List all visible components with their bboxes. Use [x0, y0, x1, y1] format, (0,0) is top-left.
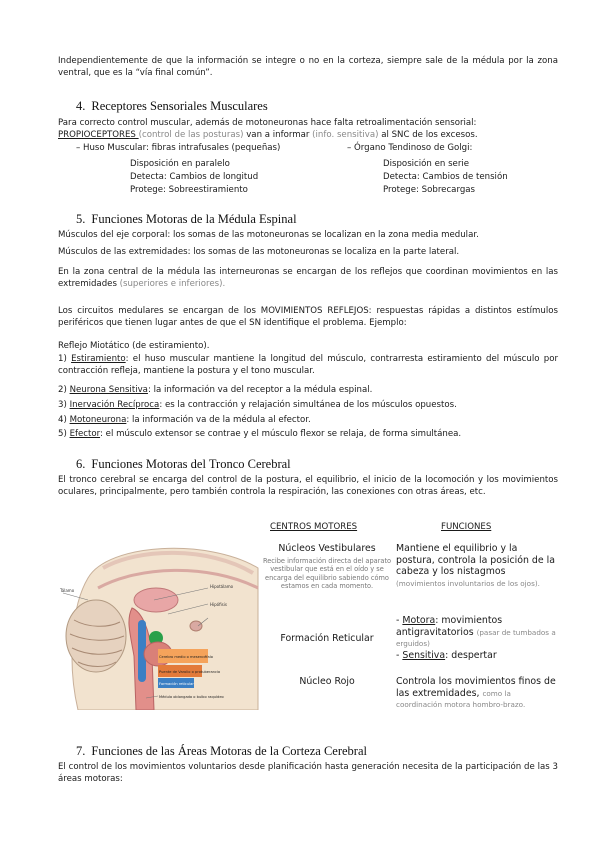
reflex-item-text: : la información va de la médula al efector.	[126, 415, 311, 425]
function-main: Controla los movimientos finos de las extremidades,	[396, 676, 556, 699]
fig-label-d: Cerebro medio o mesencéfalo	[159, 655, 213, 659]
reflex-item-2	[58, 384, 558, 396]
reflex-title: Reflejo Miotático (de estiramiento).	[58, 341, 210, 351]
proprio-line-1: Para correcto control muscular, además de motoneuronas hace falta retroalimentación sensorial:	[58, 118, 477, 128]
proprio-note-2: (info. sensitiva)	[312, 130, 379, 141]
huso-line-2: Detecta: Cambios de longitud	[130, 172, 259, 182]
reflex-item-term: Efector	[69, 429, 101, 439]
reflex-item-term: Motoneurona	[69, 415, 127, 425]
section-5-heading	[76, 212, 297, 227]
huso-line-3: Protege: Sobreestiramiento	[130, 185, 248, 195]
section-4-heading	[76, 99, 268, 114]
fig-label-c: Hipófisis	[210, 602, 227, 607]
reflex-item-term: Estiramiento	[71, 354, 126, 364]
proprio-mid: van a informar	[243, 130, 313, 141]
function-main: : despertar	[445, 649, 497, 661]
section-7-paragraph: El control de los movimientos voluntarios desde planificación hasta generación necesita de la participación de las 3 áreas motoras:	[58, 762, 558, 785]
fig-label-g: Médula oblongada o bulbo raquídeo	[159, 695, 224, 699]
function-text	[396, 676, 556, 711]
reflex-item-5	[58, 428, 558, 440]
section-5-number: 5.	[76, 212, 86, 226]
section-4-number: 4.	[76, 99, 86, 113]
center-name: Núcleo Rojo	[299, 676, 355, 687]
section-5-paragraph-4: Los circuitos medulares se encargan de los MOVIMIENTOS REFLEJOS: respuestas rápidas a distintos estímulos periféricos que tienen lugar antes de que el SN identifique el problema. Ejemplo:	[58, 306, 558, 329]
proprio-note-1: (control de las posturas)	[138, 130, 244, 141]
fig-label-f: Formación reticular	[159, 682, 194, 686]
reflex-item-4	[58, 414, 558, 426]
golgi-line-3: Protege: Sobrecargas	[383, 185, 476, 195]
interneuronas-text: En la zona central de la médula las interneuronas se encargan de los reflejos que coordinan movimientos en las extremidades	[58, 267, 558, 290]
center-name: Núcleos Vestibulares	[278, 543, 376, 554]
reflex-item-number: 3)	[58, 400, 70, 410]
function-term-motora: Motora	[402, 615, 436, 626]
reflex-item-term: Neurona Sensitiva	[69, 385, 148, 395]
intro-paragraph: Independientemente de que la información se integre o no en la corteza, siempre sale de la médula por la zona ventral, que es la “vía final común”.	[58, 56, 558, 79]
section-4-paragraph	[58, 117, 558, 142]
section-5-paragraph-2: Músculos de las extremidades: los somas de las motoneuronas se localiza en la parte lateral.	[58, 247, 460, 257]
reflex-item-text: : el huso muscular mantiene la longitud del músculo, contrarresta estiramiento del músculo por contracción refleja, mantiene la postura y el tono muscular.	[58, 354, 558, 377]
reflex-item-text: : la información va del receptor a la médula espinal.	[147, 385, 373, 395]
huso-line-1: Disposición en paralelo	[130, 159, 230, 169]
section-5-paragraph-1: Músculos del eje corporal: los somas de las motoneuronas se localizan en la zona media medular.	[58, 230, 479, 240]
golgi-heading: – Órgano Tendinoso de Golgi:	[347, 143, 473, 153]
function-note: como la coordinación motora hombro-brazo.	[396, 688, 526, 710]
fig-label-e: Puente de Varolio o protuberancia	[159, 670, 221, 674]
section-7-number: 7.	[76, 744, 86, 758]
section-6-number: 6.	[76, 457, 86, 471]
thalamus	[134, 588, 178, 612]
reflex-item-text: : es la contracción y relajación simultánea de los músculos opuestos.	[159, 400, 457, 410]
golgi-line-1: Disposición en serie	[383, 159, 470, 169]
reflex-item-text: : el músculo extensor se contrae y el músculo flexor se relaja, de forma simultánea.	[100, 429, 462, 439]
section-6-title: Funciones Motoras del Tronco Cerebral	[91, 457, 291, 471]
golgi-line-2: Detecta: Cambios de tensión	[383, 172, 508, 182]
interneuronas-note: (superiores e inferiores).	[119, 279, 226, 290]
reflex-item-number: 4)	[58, 415, 70, 425]
fig-label-b: Hipotálamo	[210, 584, 234, 589]
huso-heading: – Huso Muscular: fibras intrafusales (pequeñas)	[76, 143, 281, 153]
section-7-heading	[76, 744, 367, 759]
function-note: (movimientos involuntarios de los ojos).	[396, 578, 540, 588]
reflex-item-term: Inervación Recíproca	[69, 400, 160, 410]
reflex-item-1	[58, 353, 558, 378]
reflex-item-3	[58, 399, 558, 411]
center-name: Formación Reticular	[280, 633, 374, 644]
reflex-item-number: 1)	[58, 354, 72, 364]
fig-label-a: Tálamo	[60, 588, 75, 593]
function-text	[396, 543, 556, 589]
function-note: (pasar de tumbados a erguidos)	[396, 627, 556, 649]
section-6-paragraph: El tronco cerebral se encarga del control de la postura, el equilibrio, el inicio de la locomoción y los movimientos oculares, principalmente, pero también controla la respiración, las conexiones con otras áreas, etc.	[58, 475, 558, 498]
section-5-title: Funciones Motoras de la Médula Espinal	[91, 212, 297, 226]
col-header-centers: CENTROS MOTORES	[270, 522, 358, 532]
hypophysis	[190, 621, 202, 631]
function-text: - Motora: movimientos antigravitatorios (pasar de tumbados a erguidos) - Sensitiva: despertar	[396, 615, 556, 661]
col-header-functions: FUNCIONES	[441, 522, 492, 532]
center-description: Recibe información directa del aparato vestibular que está en el oído y se encarga del equilibrio sabiendo cómo estamos en cada momento.	[262, 557, 392, 591]
section-4-title: Receptores Sensoriales Musculares	[91, 99, 268, 113]
reflex-item-number: 2)	[58, 385, 70, 395]
section-5-paragraph-3	[58, 266, 558, 291]
function-main: : movimientos antigravitatorios	[396, 615, 503, 638]
function-term-sensitiva: Sensitiva	[402, 649, 446, 661]
proprio-end: al SNC de los excesos.	[378, 130, 478, 141]
section-6-heading	[76, 457, 291, 472]
proprioceptores-term: PROPIOCEPTORES	[58, 130, 139, 141]
brainstem-illustration	[58, 538, 268, 710]
function-main: Mantiene el equilibrio y la postura, controla la posición de la cabeza y los nistagmos	[396, 543, 555, 578]
reflex-item-number: 5)	[58, 429, 70, 439]
section-7-title: Funciones de las Áreas Motoras de la Corteza Cerebral	[91, 744, 367, 758]
